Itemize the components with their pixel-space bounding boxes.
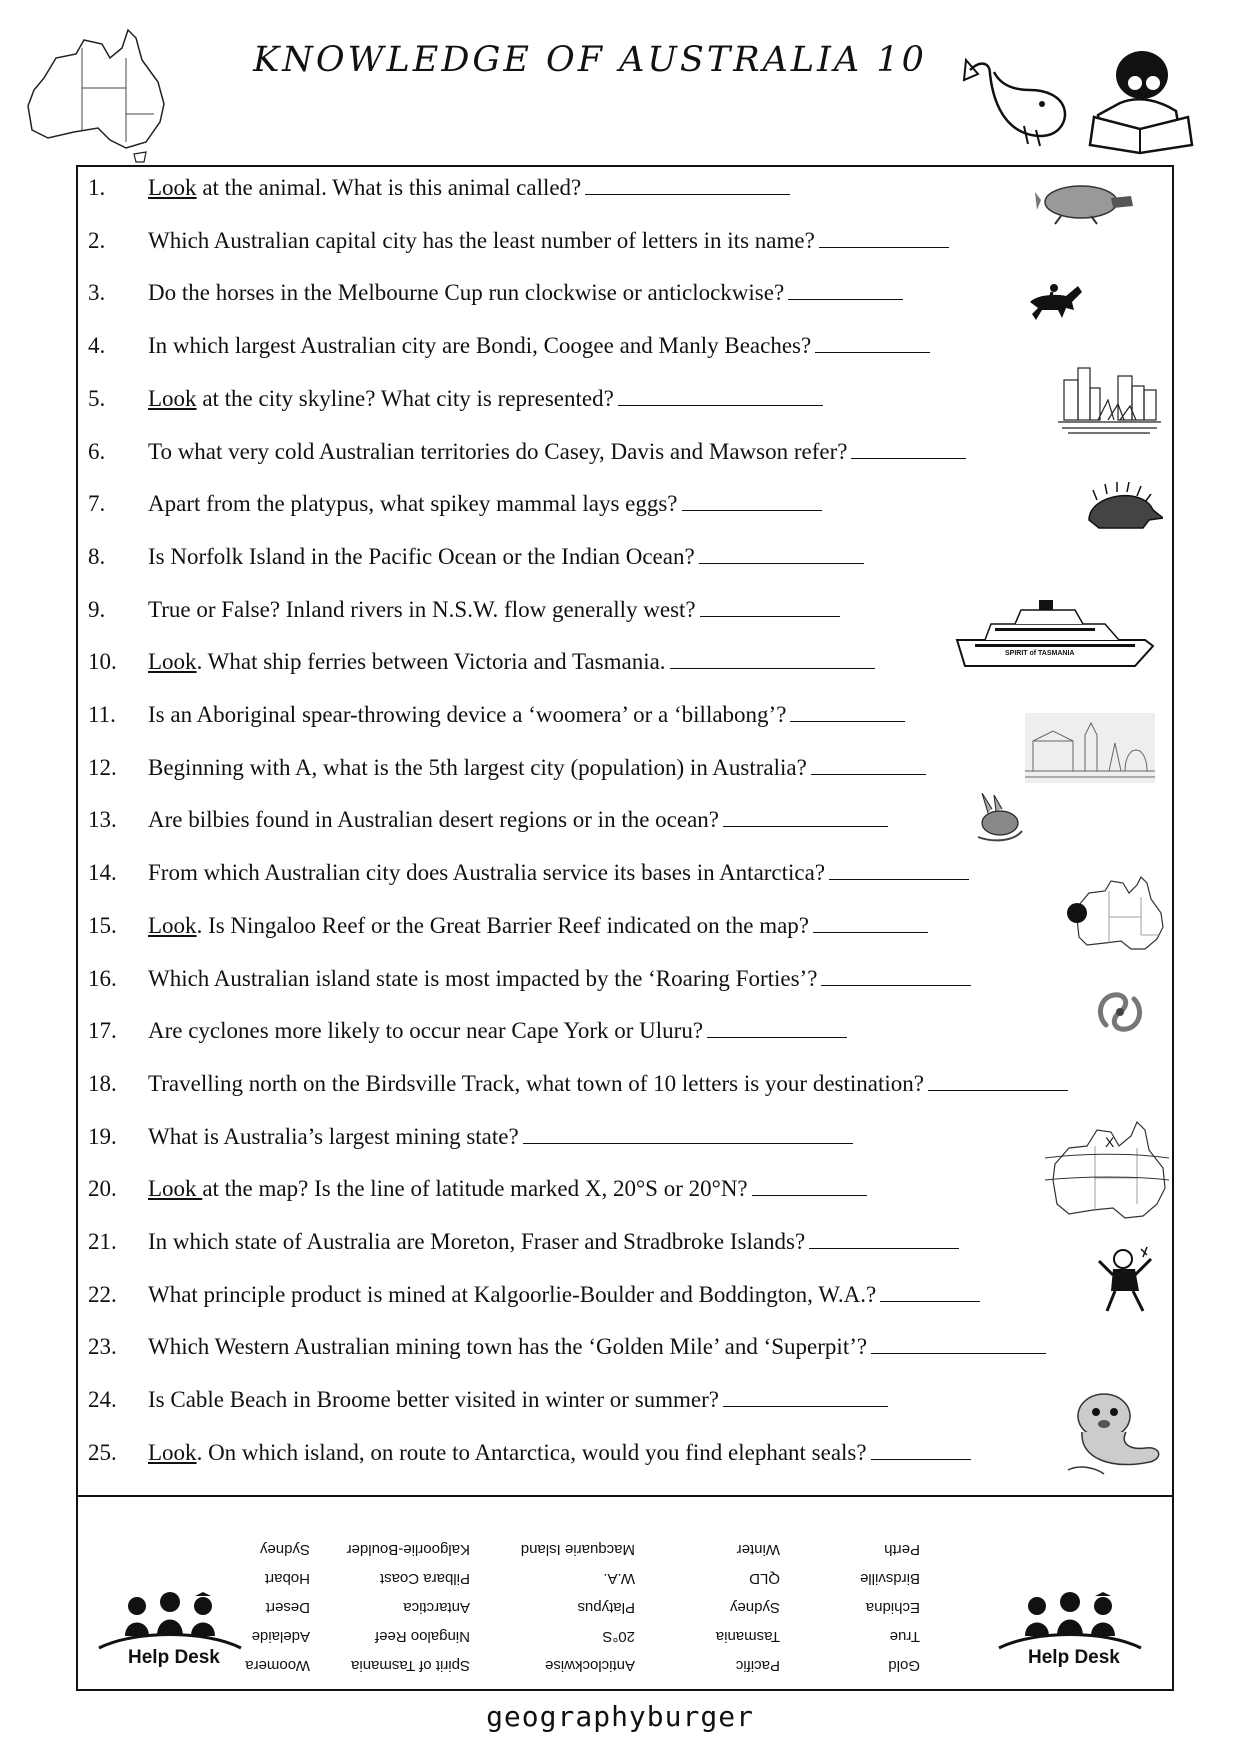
answer-blank[interactable] [723,1388,888,1407]
help-desk-label-right: Help Desk [1028,1647,1120,1668]
question-row [88,959,971,999]
help-word: Ningaloo Reef [374,1628,470,1645]
question-number: 24. [88,1387,117,1413]
elephant-seal-icon [1060,1388,1165,1478]
skyline-icon [1058,360,1161,435]
question-row [88,326,930,366]
question-look-word: Look [148,1439,197,1465]
help-word-column [347,1535,470,1680]
question-row [88,432,966,472]
question-look-word: Look [148,649,197,675]
question-text: What principle product is mined at Kalgoorlie-Boulder and Boddington, W.A.? [148,1281,877,1307]
question-row [88,221,949,261]
question-row [88,1327,1046,1367]
help-word: W.A. [603,1570,635,1587]
question-text: Are bilbies found in Australian desert regions or in the ocean? [148,807,720,833]
help-word-column [860,1535,920,1680]
answer-blank[interactable] [829,861,969,880]
help-word-column [716,1535,780,1680]
question-number: 16. [88,965,117,991]
question-text: In which state of Australia are Moreton, Fraser and Stradbroke Islands? [148,1229,806,1254]
question-text: Which Western Australian mining town has the ‘Golden Mile’ and ‘Superpit’? [148,1334,868,1360]
seal-picture [1060,1388,1165,1478]
question-text: In which largest Australian city are Bondi, Coogee and Manly Beaches? [148,333,812,359]
question-text: To what very cold Australian territories do Casey, Davis and Mawson refer? [148,438,848,464]
help-word-column [245,1535,310,1680]
question-number: 17. [88,1018,117,1044]
gold-miner-icon [1095,1245,1155,1315]
question-text: Which Australian island state is most impacted by the ‘Roaring Forties’? [148,965,818,991]
question-number: 5. [88,385,106,411]
question-text: Do the horses in the Melbourne Cup run clockwise or anticlockwise? [148,280,785,306]
help-word: Woomera [245,1657,310,1674]
help-desk-label-left: Help Desk [128,1647,220,1668]
help-desk-people-icon [995,1590,1145,1650]
help-word: Desert [265,1599,310,1616]
racehorse-icon [1022,280,1084,324]
help-word-column [521,1535,635,1680]
adelaide-picture [1025,713,1155,783]
question-row [88,484,822,524]
question-text: Is Cable Beach in Broome better visited in winter or summer? [148,1387,720,1413]
reef-map-picture [1065,875,1165,955]
question-row [88,642,875,682]
question-row [88,1433,971,1473]
question-text: Beginning with A, what is the 5th largest city (population) in Australia? [148,754,807,780]
question-number: 13. [88,807,117,833]
answer-blank[interactable] [871,1441,971,1460]
answer-blank[interactable] [670,650,875,669]
question-text: . What ship ferries between Victoria and Tasmania. [196,649,666,675]
australia-outline-logo [14,18,174,168]
question-number: 7. [88,491,106,517]
answer-blank[interactable] [819,229,949,248]
help-word: Adelaide [251,1628,310,1645]
reader-illustration [1080,45,1205,155]
miner-picture [1095,1245,1155,1315]
question-text: From which Australian city does Australia service its bases in Antarctica? [148,860,826,886]
help-word: Spirit of Tasmania [351,1657,470,1674]
help-desk-divider [76,1495,1174,1497]
question-text: at the map? Is the line of latitude marked X, 20°S or 20°N? [202,1176,748,1202]
question-row [88,379,823,419]
question-row [88,1169,867,1209]
question-text: Are cyclones more likely to occur near Cape York or Uluru? [148,1018,704,1044]
answer-blank[interactable] [723,808,888,827]
racehorse-picture [1022,280,1084,324]
answer-blank[interactable] [699,545,864,564]
help-word: Hobart [264,1570,310,1587]
question-number: 6. [88,438,106,464]
question-number: 21. [88,1229,117,1254]
question-look-word: Look [148,1176,203,1202]
help-desk-left [95,1590,245,1670]
help-word: Kalgoorlie-Boulder [346,1541,470,1558]
question-row [88,748,926,788]
answer-blank[interactable] [880,1283,980,1302]
echidna-picture [1083,480,1163,532]
help-word: Anticlockwise [544,1657,635,1674]
help-word: Birdsville [859,1570,920,1587]
answer-blank[interactable] [618,387,823,406]
question-number: 20. [88,1176,117,1202]
help-word: Platypus [577,1599,635,1616]
help-desk-answers-upside-down [245,1530,920,1680]
question-number: 25. [88,1439,117,1465]
help-word: 20°S [602,1628,635,1645]
help-word: Sydney [259,1541,310,1558]
help-word: Echidna [865,1599,920,1616]
question-text: What is Australia’s largest mining state? [148,1123,519,1149]
australia-map-icon [14,18,174,168]
help-word: Pilbara Coast [379,1570,470,1587]
question-number: 12. [88,754,117,780]
reading-professor-icon [1080,45,1205,155]
answer-blank[interactable] [790,703,905,722]
answer-blank[interactable] [811,756,926,775]
answer-blank[interactable] [585,176,790,195]
question-text: Is an Aboriginal spear-throwing device a ‘woomera’ or a ‘billabong’? [148,702,787,727]
question-text: Is Norfolk Island in the Pacific Ocean or the Indian Ocean? [148,543,695,569]
question-row [88,853,969,893]
question-text: Apart from the platypus, what spikey mammal lays eggs? [148,491,678,517]
question-number: 2. [88,227,106,253]
answer-blank[interactable] [815,334,930,353]
question-number: 18. [88,1070,117,1096]
answer-blank[interactable] [871,1335,1046,1354]
help-desk-right [995,1590,1145,1670]
answer-blank[interactable] [788,281,903,300]
question-row [88,800,888,840]
question-row [88,1380,888,1420]
reef-marker-dot [1067,903,1087,923]
page-title: KNOWLEDGE OF AUSTRALIA 10 [253,40,927,80]
help-word: Sydney [729,1599,780,1616]
question-row [88,273,903,313]
question-text: at the animal. What is this animal called? [196,175,582,200]
cyclone-icon [1090,985,1150,1040]
latitude-map-picture [1045,1118,1169,1228]
bilby-icon [974,793,1024,843]
question-text: at the city skyline? What city is represented? [196,385,614,411]
question-row [88,1011,847,1051]
cyclone-picture [1090,985,1150,1040]
question-number: 22. [88,1281,117,1307]
whale-icon [960,50,1075,150]
ship-icon [955,600,1155,672]
question-row [88,1064,1068,1104]
question-text: True or False? Inland rivers in N.S.W. flow generally west? [148,596,696,622]
question-number: 23. [88,1334,117,1360]
help-word: Pacific [735,1657,780,1674]
help-word: True [889,1628,920,1645]
question-number: 11. [88,702,116,727]
platypus-picture [1035,174,1135,226]
answer-blank[interactable] [700,598,840,617]
question-row [88,590,840,630]
help-word: Tasmania [715,1628,780,1645]
answer-blank[interactable] [813,914,928,933]
help-word: Macquarie Island [520,1541,635,1558]
question-row [88,1275,980,1315]
question-row [88,695,905,735]
question-text: Which Australian capital city has the least number of letters in its name? [148,227,815,253]
ferry-picture [955,600,1155,672]
question-number: 19. [88,1123,117,1149]
question-row [88,1222,959,1262]
question-number: 4. [88,333,106,359]
answer-blank[interactable] [752,1177,867,1196]
platypus-icon [1035,174,1135,226]
question-row [88,168,790,208]
answer-blank[interactable] [809,1230,959,1249]
help-word: Perth [884,1541,920,1558]
answer-blank[interactable] [682,492,822,511]
answer-blank[interactable] [707,1019,847,1038]
answer-blank[interactable] [821,967,971,986]
question-number: 1. [88,175,106,200]
question-look-word: Look [148,175,197,200]
question-number: 8. [88,543,106,569]
question-text: . Is Ningaloo Reef or the Great Barrier Reef indicated on the map? [196,912,810,938]
help-word: Gold [888,1657,920,1674]
question-look-word: Look [148,385,197,411]
brand-footer: geographyburger [486,1700,754,1733]
help-word: Winter [736,1541,780,1558]
whale-illustration [960,50,1075,150]
help-word: QLD [749,1570,780,1587]
echidna-icon [1083,480,1163,532]
question-look-word: Look [148,912,197,938]
question-number: 3. [88,280,106,306]
question-text: . On which island, on route to Antarctica, would you find elephant seals? [196,1439,867,1465]
bilby-picture [974,793,1024,843]
ship-name-label: SPIRIT of TASMANIA [1005,650,1075,657]
question-row [88,1117,853,1157]
city-sketch-icon [1025,713,1155,783]
sydney-skyline-picture [1058,360,1161,435]
question-number: 10. [88,649,117,675]
answer-blank[interactable] [928,1072,1068,1091]
question-number: 14. [88,860,117,886]
help-desk-people-icon [95,1590,245,1650]
question-number: 9. [88,596,106,622]
question-number: 15. [88,912,117,938]
question-row [88,537,864,577]
answer-blank[interactable] [851,440,966,459]
map-x-label: X [1105,1134,1115,1150]
question-row [88,906,928,946]
answer-blank[interactable] [523,1125,853,1144]
question-text: Travelling north on the Birdsville Track, what town of 10 letters is your destination? [148,1070,924,1096]
help-word: Antarctica [403,1599,470,1616]
